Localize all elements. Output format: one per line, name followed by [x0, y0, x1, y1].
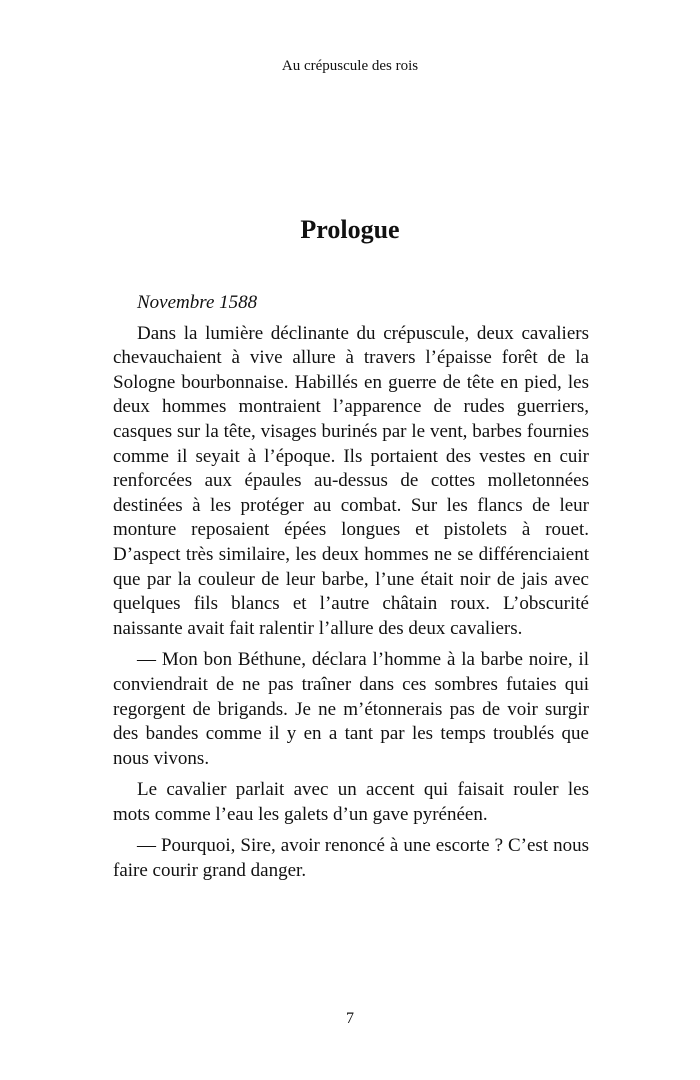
- running-header: Au crépuscule des rois: [281, 58, 419, 74]
- paragraph: Dans la lumière déclinante du crépuscule, deux cavaliers chevauchaient à vive allure à travers l’épaisse forêt de la Sologne bourbonnaise. Habillés en guerre de tête en pied, les deux hommes montraient l’apparence de rudes guerriers, casques sur la tête, visages burinés par le vent, barbes fournies comme il seyait à l’époque. Ils portaient des vestes en cuir renforcées aux épaules au-dessus de cottes molletonnées destinées à les protéger au combat. Sur les flancs de leur monture reposaient épées longues et pistolets à rouet. D’aspect très similaire, les deux hommes ne se différenciaient que par la couleur de leur barbe, l’une était noir de jais avec quelques fils blancs et l’autre châtain roux. L’obscurité naissante avait fait ralentir l’allure des deux cavaliers.: [113, 322, 589, 639]
- dateline: Novembre 1588: [137, 292, 258, 313]
- body-text: [113, 291, 589, 891]
- paragraph: — Mon bon Béthune, déclara l’homme à la barbe noire, il conviendrait de ne pas traîner dans ces sombres futaies qui regorgent de brigands. Je ne m’étonnerais pas de voir surgir des bandes comme il y en a tant par les temps troublés que nous vivons.: [113, 649, 589, 769]
- paragraph: Le cavalier parlait avec un accent qui faisait rouler les mots comme l’eau les galets d’un gave pyrénéen.: [113, 779, 589, 825]
- paragraph: — Pourquoi, Sire, avoir renoncé à une escorte ? C’est nous faire courir grand danger.: [113, 835, 589, 882]
- page-number: 7: [346, 1010, 354, 1027]
- chapter-title: Prologue: [300, 215, 400, 244]
